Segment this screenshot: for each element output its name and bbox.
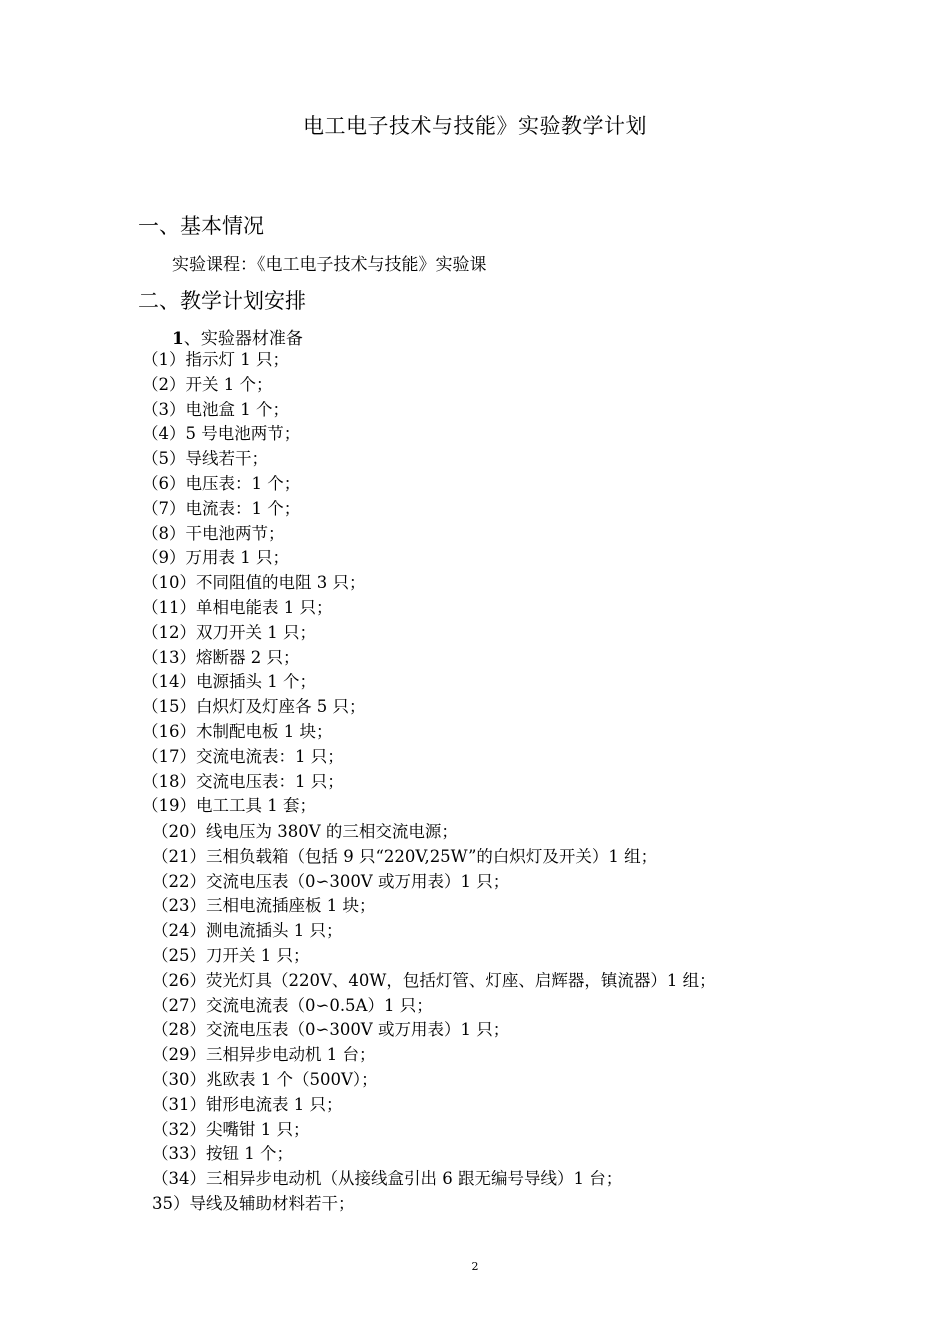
equipment-list-part-2 <box>152 820 716 1217</box>
list-item: （5）导线若干； <box>142 449 268 469</box>
list-item: （11）单相电能表 1 只； <box>142 597 333 617</box>
list-item: （10）不同阻值的电阻 3 只； <box>142 573 366 593</box>
subheading-number: 1 <box>172 329 184 349</box>
list-item: （19）电工工具 1 套； <box>142 796 316 816</box>
list-item: （31）钳形电流表 1 只； <box>152 1094 343 1114</box>
list-item: （14）电源插头 1 个； <box>142 672 316 692</box>
list-item: （4）5 号电池两节； <box>142 424 301 444</box>
list-item: （32）尖嘴钳 1 只； <box>152 1119 310 1139</box>
subheading-equipment <box>172 324 303 349</box>
list-item: （28）交流电压表（0∽300V 或万用表）1 只； <box>152 1020 510 1040</box>
list-item: （22）交流电压表（0∽300V 或万用表）1 只； <box>152 871 510 891</box>
list-item: （2）开关 1 个； <box>142 374 273 394</box>
list-item: （9）万用表 1 只； <box>142 548 289 568</box>
list-item: （20）线电压为 380V 的三相交流电源； <box>152 822 458 841</box>
list-item: （34）三相异步电动机（从接线盒引出 6 跟无编号导线）1 台； <box>152 1169 623 1189</box>
list-item: （17）交流电流表：1 只； <box>142 746 344 766</box>
list-item: （23）三相电流插座板 1 块； <box>152 896 376 916</box>
list-item: （7）电流表：1 个； <box>142 498 301 518</box>
equipment-list-part-1 <box>142 348 365 819</box>
list-item: （1）指示灯 1 只； <box>142 350 289 369</box>
list-item: （27）交流电流表（0∽0.5A）1 只； <box>152 995 433 1015</box>
section-heading-teaching-plan: 二、教学计划安排 <box>138 289 306 313</box>
list-item: （21）三相负载箱（包括 9 只“220V,25W”的白炽灯及开关）1 组； <box>152 846 658 866</box>
list-item: （15）白炽灯及灯座各 5 只； <box>142 697 366 717</box>
list-item: （26）荧光灯具（220V、40W，包括灯管、灯座、启辉器，镇流器）1 组； <box>152 970 716 990</box>
list-item: （6）电压表：1 个； <box>142 473 301 493</box>
subheading-text: 、实验器材准备 <box>183 329 303 349</box>
list-item: （13）熔断器 2 只； <box>142 647 300 667</box>
list-item: 35）导线及辅助材料若干； <box>152 1193 355 1213</box>
course-line: 实验课程：《电工电子技术与技能》实验课 <box>172 255 487 275</box>
list-item: （29）三相异步电动机 1 台； <box>152 1045 376 1065</box>
list-item: （12）双刀开关 1 只； <box>142 622 316 642</box>
list-item: （24）测电流插头 1 只； <box>152 921 343 941</box>
page-number: 2 <box>471 1260 479 1273</box>
section-heading-basic-info: 一、基本情况 <box>138 214 264 238</box>
list-item: （18）交流电压表：1 只； <box>142 771 344 791</box>
list-item: （33）按钮 1 个； <box>152 1144 293 1164</box>
list-item: （8）干电池两节； <box>142 523 285 543</box>
page-title: 电工电子技术与技能》实验教学计划 <box>303 114 647 138</box>
list-item: （25）刀开关 1 只； <box>152 945 310 965</box>
list-item: （3）电池盒 1 个； <box>142 399 289 419</box>
list-item: （16）木制配电板 1 块； <box>142 721 333 741</box>
list-item: （30）兆欧表 1 个（500V）； <box>152 1069 378 1089</box>
